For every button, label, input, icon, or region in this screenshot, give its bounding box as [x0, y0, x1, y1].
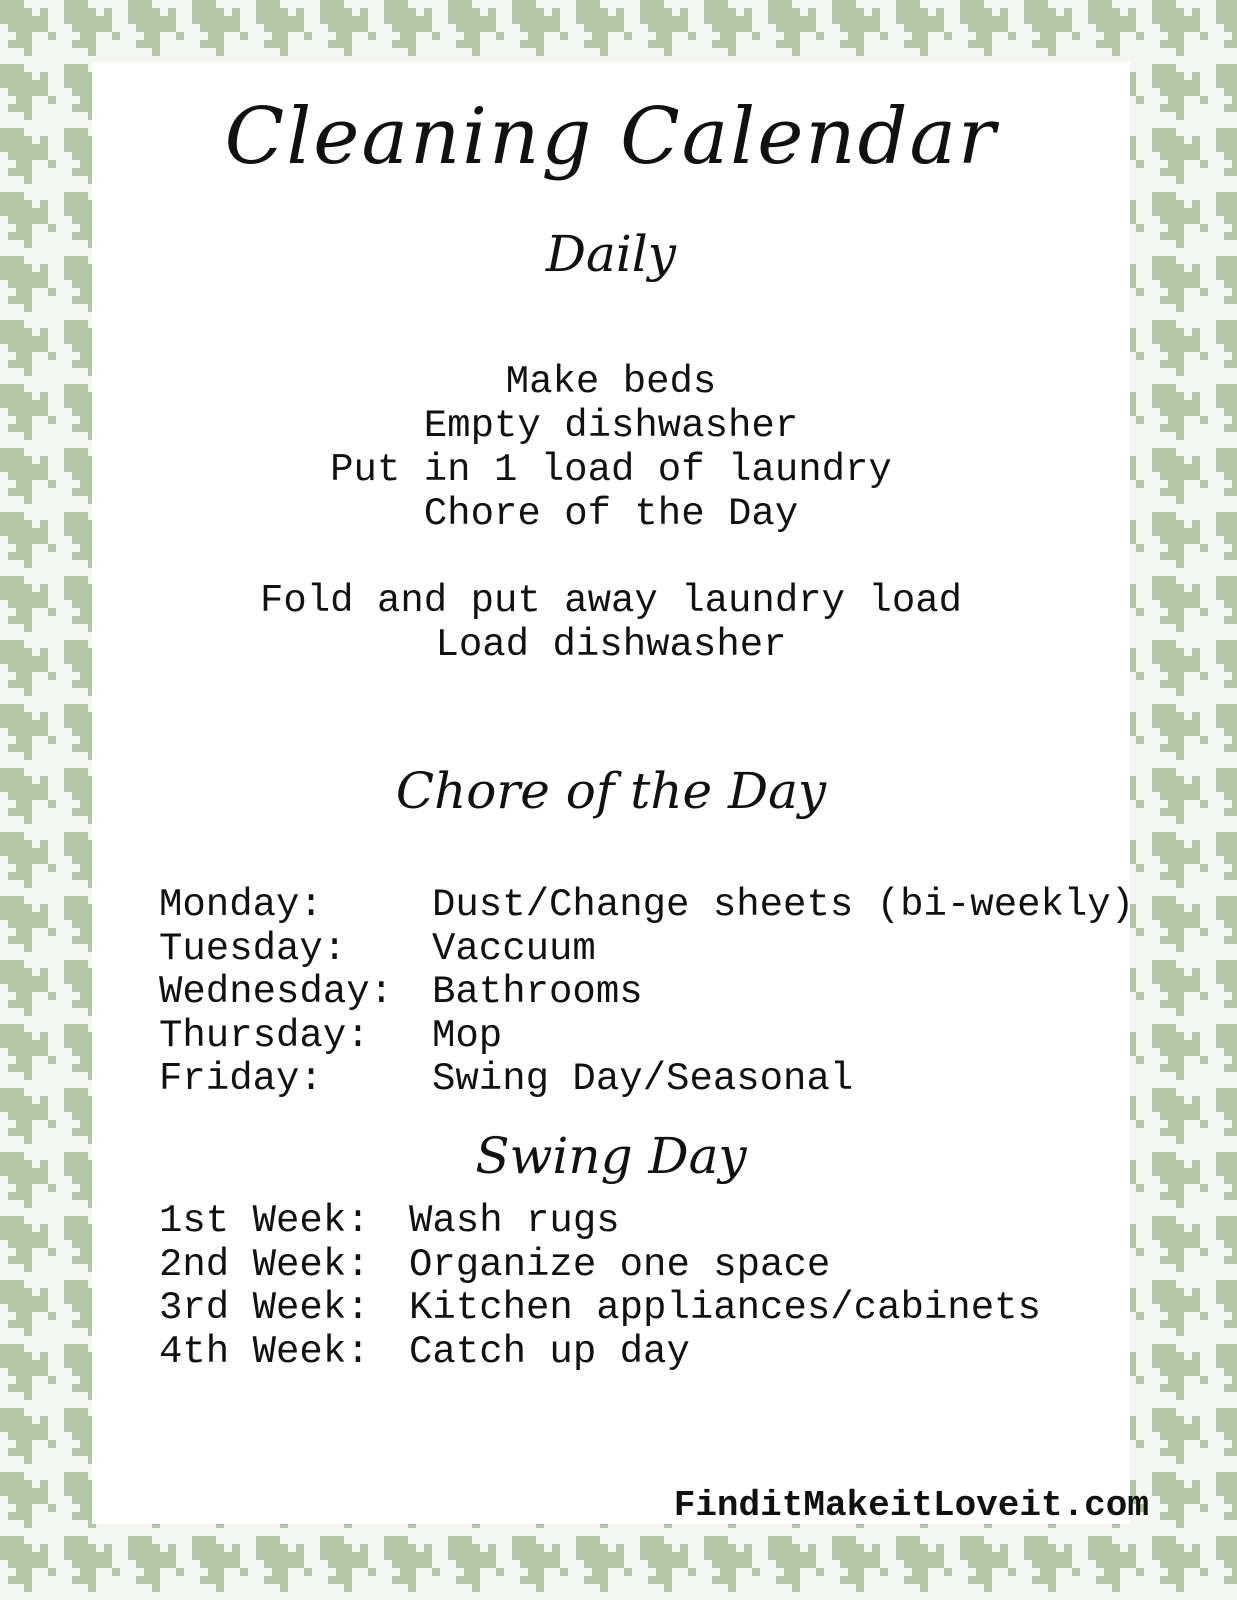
list-item: Chore of the Day — [423, 492, 799, 536]
table-row — [159, 1287, 1041, 1331]
task-label: Mop — [432, 1013, 503, 1058]
week-label: 4th Week: — [159, 1329, 370, 1374]
table-row — [159, 884, 1134, 928]
table-row — [159, 928, 1134, 972]
swing-day-schedule — [159, 1200, 1041, 1374]
task-label: Organize one space — [409, 1242, 831, 1287]
footer-website: FinditMakeitLoveit.com — [673, 1485, 1149, 1526]
table-row — [159, 1244, 1041, 1288]
week-label: 3rd Week: — [159, 1286, 370, 1330]
page-title: Cleaning Calendar — [224, 92, 998, 182]
task-label: Catch up day — [409, 1329, 690, 1374]
list-item: Put in 1 load of laundry — [330, 448, 892, 492]
task-label: Wash rugs — [409, 1199, 620, 1243]
table-row — [159, 1058, 1134, 1102]
task-label: Bathrooms — [432, 970, 643, 1014]
daily-list — [92, 360, 1130, 536]
list-item: Make beds — [505, 360, 717, 404]
daily-evening-list — [92, 579, 1130, 667]
table-row — [159, 1200, 1041, 1244]
table-row — [159, 1015, 1134, 1059]
day-label: Friday: — [159, 1057, 323, 1101]
list-item: Empty dishwasher — [423, 404, 799, 448]
daily-heading: Daily — [545, 225, 677, 283]
list-item: Fold and put away laundry load — [259, 579, 963, 623]
calendar-sheet — [92, 62, 1135, 1524]
day-label: Wednesday: — [159, 970, 394, 1014]
week-label: 1st Week: — [159, 1199, 370, 1243]
table-row — [159, 971, 1134, 1015]
day-label: Tuesday: — [159, 926, 347, 971]
task-label: Kitchen appliances/cabinets — [409, 1286, 1041, 1330]
task-label: Swing Day/Seasonal — [432, 1057, 854, 1101]
list-item: Load dishwasher — [435, 623, 787, 667]
chore-of-the-day-heading: Chore of the Day — [395, 762, 827, 820]
table-row — [159, 1331, 1041, 1375]
week-label: 2nd Week: — [159, 1242, 370, 1287]
task-label: Dust/Change sheets (bi-weekly) — [432, 883, 1135, 927]
swing-day-heading: Swing Day — [475, 1127, 747, 1185]
task-label: Vaccuum — [432, 926, 596, 971]
chore-schedule — [159, 884, 1134, 1102]
day-label: Thursday: — [159, 1013, 370, 1058]
day-label: Monday: — [159, 883, 323, 927]
